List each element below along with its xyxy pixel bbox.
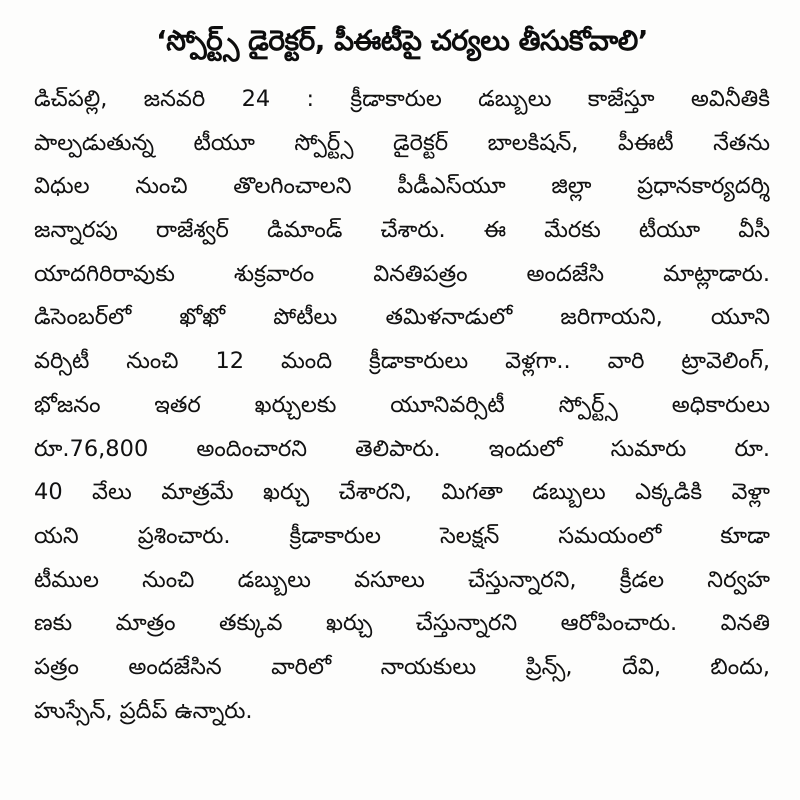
article-line: విధుల నుంచి తొలగించాలని పీడీఎస్‌యూ జిల్లా ప్రధానకార్యదర్శి	[34, 173, 770, 200]
article-line: డిచ్‌పల్లి, జనవరి 24 : క్రీడాకారుల డబ్బులు కాజేస్తూ అవినీతికి	[34, 86, 770, 112]
article-line: వర్సిటీ నుంచి 12 మంది క్రీడాకారులు వెళ్లగా.. వారి ట్రావెలింగ్,	[34, 348, 770, 375]
article-line: టీముల నుంచి డబ్బులు వసూలు చేస్తున్నారని, క్రీడల నిర్వహ	[34, 566, 770, 593]
article-line: హుస్సేన్, ప్రదీప్ ఉన్నారు.	[34, 697, 253, 724]
article-line: యాదగిరిరావుకు శుక్రవారం వినతిపత్రం అందజేసి మాట్లాడారు.	[34, 260, 770, 287]
article-body	[34, 78, 770, 733]
article-line: ణకు మాత్రం తక్కువ ఖర్చు చేస్తున్నారని ఆరోపించారు. వినతి	[34, 610, 770, 637]
article-line: డిసెంబర్‌లో ఖోఖో పోటీలు తమిళనాడులో జరిగాయని, యూని	[34, 304, 770, 331]
article-line: 40 వేలు మాత్రమే ఖర్చు చేశారని, మిగతా డబ్బులు ఎక్కడికి వెళ్లా	[34, 479, 770, 506]
article-line: పాల్పడుతున్న టీయూ స్పోర్ట్స్ డైరెక్టర్ బాలకిషన్, పీఈటీ నేతను	[34, 129, 770, 156]
article-line: పత్రం అందజేసిన వారిలో నాయకులు ప్రిన్స్, దేవి, బిందు,	[34, 653, 770, 680]
article-line: జన్నారపు రాజేశ్వర్ డిమాండ్ చేశారు. ఈ మేరకు టీయూ వీసీ	[34, 217, 770, 244]
headline: ‘స్పోర్ట్స్ డైరెక్టర్, పీఈటీపై చర్యలు తీసుకోవాలి’	[156, 24, 648, 57]
article-line: భోజనం ఇతర ఖర్చులకు యూనివర్సిటీ స్పోర్ట్స్ అధికారులు	[34, 391, 770, 418]
article-line: రూ.76,800 అందించారని తెలిపారు. ఇందులో సుమారు రూ.	[34, 435, 770, 462]
article-line: యని ప్రశించారు. క్రీడాకారుల సెలక్షన్ సమయంలో కూడా	[34, 522, 770, 549]
